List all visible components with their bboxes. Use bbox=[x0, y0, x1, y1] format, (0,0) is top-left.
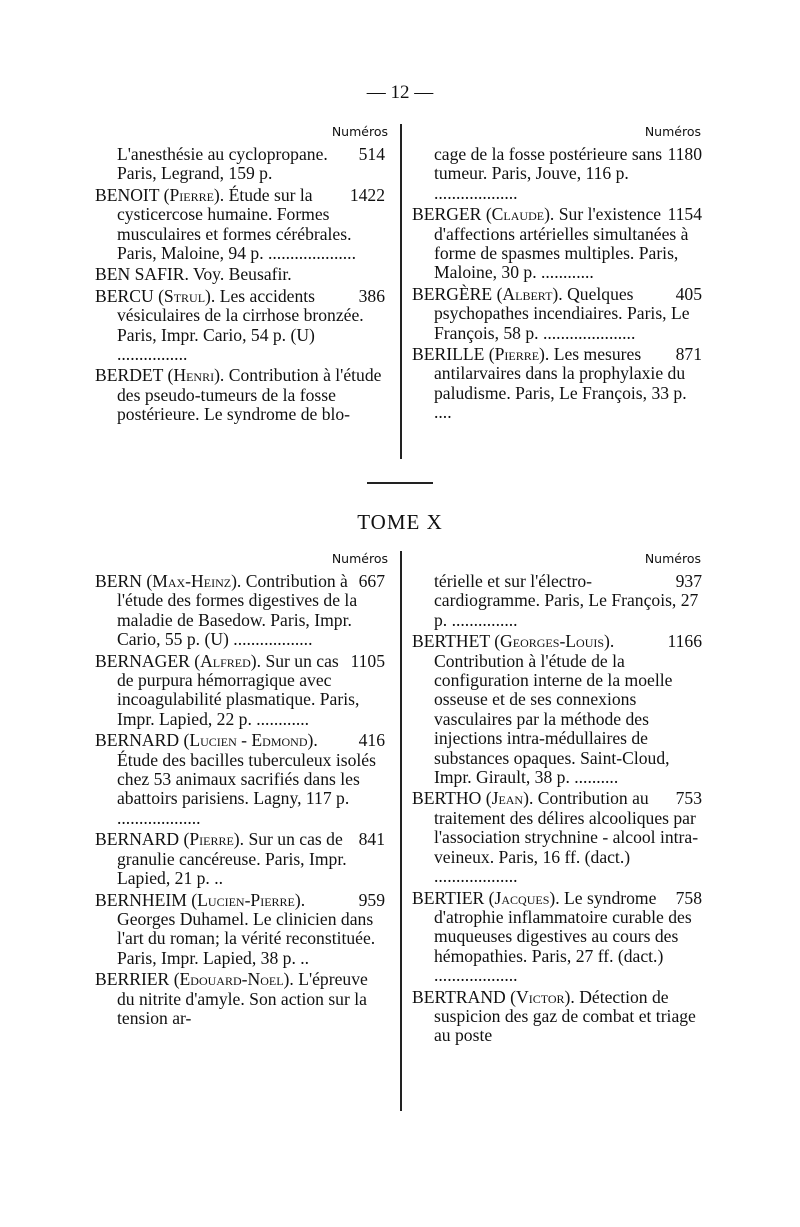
column-header-right: Numéros bbox=[644, 124, 701, 139]
author-surname: BERGÈRE bbox=[412, 283, 493, 304]
index-entry bbox=[95, 830, 385, 888]
author-firstname: (Strul). bbox=[158, 285, 216, 306]
author-surname: BERNARD bbox=[95, 829, 180, 850]
author-surname: BERTIER bbox=[412, 887, 485, 908]
author-surname: BERNHEIM bbox=[95, 889, 187, 910]
index-entry bbox=[95, 287, 385, 365]
author-surname: BERILLE bbox=[412, 344, 485, 365]
author-firstname: (Pierre). bbox=[488, 344, 550, 365]
index-entry bbox=[412, 145, 702, 203]
entry-number: 667 bbox=[358, 571, 385, 591]
index-entry bbox=[412, 205, 702, 283]
index-entry bbox=[412, 345, 702, 423]
entry-title: Contribution à l'étude des pseudo-tumeurs de la fosse postérieure. Le syndrome de blo- bbox=[117, 365, 382, 425]
index-entry bbox=[95, 891, 385, 969]
entry-title: Détection de suspicion des gaz de combat et triage au poste bbox=[434, 986, 696, 1046]
entries-bottom-left bbox=[95, 572, 385, 1030]
index-entry bbox=[95, 970, 385, 1028]
index-entry bbox=[412, 988, 702, 1046]
author-firstname: (Lucien-Pierre). bbox=[191, 889, 306, 910]
entry-title: Contribution à l'étude de la configuration interne de la moelle osseuse et de ses connexions vasculaires par la méthode des injections intra-médullaires de substances opaques. Saint-Cloud, Impr. Girault, 38 p. .......... bbox=[434, 650, 673, 788]
author-surname: BERTRAND bbox=[412, 986, 506, 1007]
author-surname: BERDET bbox=[95, 365, 164, 386]
entry-title: Les accidents vésiculaires de la cirrhose bronzée. Paris, Impr. Cario, 54 p. (U) ................ bbox=[117, 285, 364, 365]
entries-bottom-right bbox=[412, 572, 702, 1048]
entry-title: Les mesures antilarvaires dans la prophylaxie du paludisme. Paris, Le François, 33 p. .... bbox=[434, 344, 687, 423]
author-firstname: (Victor). bbox=[510, 986, 575, 1007]
entry-number: 1154 bbox=[667, 204, 702, 225]
author-surname: BERTHET bbox=[412, 631, 490, 652]
column-divider-bottom bbox=[400, 551, 402, 1111]
entry-title: Sur l'existence d'affections artérielles simultanées à forme de spasmes multiples. Paris, Maloine, 30 p. ............ bbox=[434, 204, 689, 283]
author-firstname: (Henri). bbox=[167, 365, 225, 386]
author-firstname: (Edouard-Noel). bbox=[173, 969, 294, 990]
entry-title: L'épreuve du nitrite d'amyle. Son action sur la tension ar- bbox=[117, 969, 368, 1028]
author-firstname: (Jacques). bbox=[488, 887, 560, 908]
entry-title: Georges Duhamel. Le clinicien dans l'art du roman; la vérité reconstituée. Paris, Impr. Lapied, 38 p. .. bbox=[117, 908, 376, 968]
section-rule bbox=[367, 482, 433, 484]
author-firstname: (Georges-Louis). bbox=[494, 631, 615, 652]
index-entry bbox=[95, 731, 385, 828]
entry-title: térielle et sur l'électro-cardiogramme. Paris, Le François, 27 p. ............... bbox=[434, 571, 699, 630]
entry-title: Le syndrome d'atrophie inflammatoire curable des muqueuses digestives au cours des hémopathies. Paris, 27 ff. (dact.) ................... bbox=[434, 887, 692, 986]
index-entry bbox=[95, 366, 385, 424]
author-firstname: (Jean). bbox=[485, 788, 534, 809]
entry-title: Voy. Beusafir. bbox=[192, 264, 292, 285]
index-entry bbox=[412, 789, 702, 886]
entry-number: 871 bbox=[675, 344, 702, 365]
entry-title: cage de la fosse postérieure sans tumeur. Paris, Jouve, 116 p. ................... bbox=[434, 144, 663, 203]
column-header-right-2: Numéros bbox=[644, 551, 701, 566]
author-surname: BERNAGER bbox=[95, 650, 190, 671]
author-surname: BERCU bbox=[95, 285, 154, 306]
entry-number: 959 bbox=[358, 889, 385, 910]
column-divider-top bbox=[400, 124, 402, 459]
entry-number: 416 bbox=[358, 730, 385, 751]
entry-number: 386 bbox=[358, 285, 385, 306]
entry-title: Étude des bacilles tuberculeux isolés chez 53 animaux sacrifiés dans les abattoirs parisiens. Lagny, 117 p. ................... bbox=[117, 749, 376, 828]
entry-title: Contribution à l'étude des formes digestives de la maladie de Basedow. Paris, Impr. Cario, 55 p. (U) .................. bbox=[117, 571, 358, 650]
author-surname: BERRIER bbox=[95, 969, 170, 990]
entry-title: L'anesthésie au cyclopropane. Paris, Legrand, 159 p. bbox=[117, 144, 328, 184]
entry-number: 1166 bbox=[667, 631, 702, 652]
index-entry bbox=[412, 572, 702, 630]
entry-title: Quelques psychopathes incendiaires. Paris, Le François, 58 p. ..................... bbox=[434, 283, 690, 343]
entry-number: 514 bbox=[358, 144, 385, 164]
entry-number: 1422 bbox=[349, 184, 385, 205]
index-entry bbox=[95, 572, 385, 650]
index-entry bbox=[412, 889, 702, 986]
author-firstname: (Albert). bbox=[496, 283, 563, 304]
entry-number: 758 bbox=[675, 887, 702, 908]
entries-top-right bbox=[412, 145, 702, 425]
author-firstname: (Lucien - Edmond). bbox=[183, 730, 318, 751]
entry-title: Sur un cas de granulie cancéreuse. Paris, Impr. Lapied, 21 p. .. bbox=[117, 829, 347, 889]
entry-title: Contribution au traitement des délires alcooliques par l'association strychnine - alcool intra-veineux. Paris, 16 ff. (dact.) ................... bbox=[434, 788, 699, 887]
author-surname: BERTHO bbox=[412, 788, 482, 809]
author-firstname: (Pierre). bbox=[183, 829, 245, 850]
index-entry bbox=[412, 632, 702, 787]
entry-number: 1180 bbox=[667, 144, 702, 164]
entry-title: Étude sur la cysticercose humaine. Formes musculaires et formes cérébrales. Paris, Maloine, 94 p. .................... bbox=[117, 184, 356, 264]
index-entry bbox=[95, 145, 385, 184]
entries-top-left bbox=[95, 145, 385, 427]
author-firstname: (Alfred). bbox=[194, 650, 262, 671]
entry-number: 841 bbox=[358, 829, 385, 850]
entry-number: 1105 bbox=[350, 650, 385, 671]
entry-title: Sur un cas de purpura hémorragique avec incoagulabilité plasmatique. Paris, Impr. Lapied, 22 p. ............ bbox=[117, 650, 360, 729]
author-surname: BERNARD bbox=[95, 730, 180, 751]
section-title: TOME X bbox=[357, 510, 443, 534]
author-surname: BENOIT bbox=[95, 184, 160, 205]
author-firstname: (Claude). bbox=[485, 204, 555, 225]
entry-number: 405 bbox=[675, 283, 702, 304]
author-firstname: (Max-Heinz). bbox=[146, 571, 242, 591]
index-entry bbox=[95, 652, 385, 730]
author-surname: BERN bbox=[95, 571, 142, 591]
author-surname: BEN SAFIR. bbox=[95, 264, 189, 285]
entry-number: 753 bbox=[675, 788, 702, 809]
index-entry bbox=[95, 265, 385, 284]
page-number: — 12 — bbox=[366, 82, 434, 103]
author-surname: BERGER bbox=[412, 204, 482, 225]
index-entry bbox=[95, 186, 385, 264]
column-header-left-2: Numéros bbox=[331, 551, 388, 566]
column-header-left: Numéros bbox=[331, 124, 388, 139]
index-entry bbox=[412, 285, 702, 343]
entry-number: 937 bbox=[675, 571, 702, 591]
author-firstname: (Pierre). bbox=[163, 184, 225, 205]
